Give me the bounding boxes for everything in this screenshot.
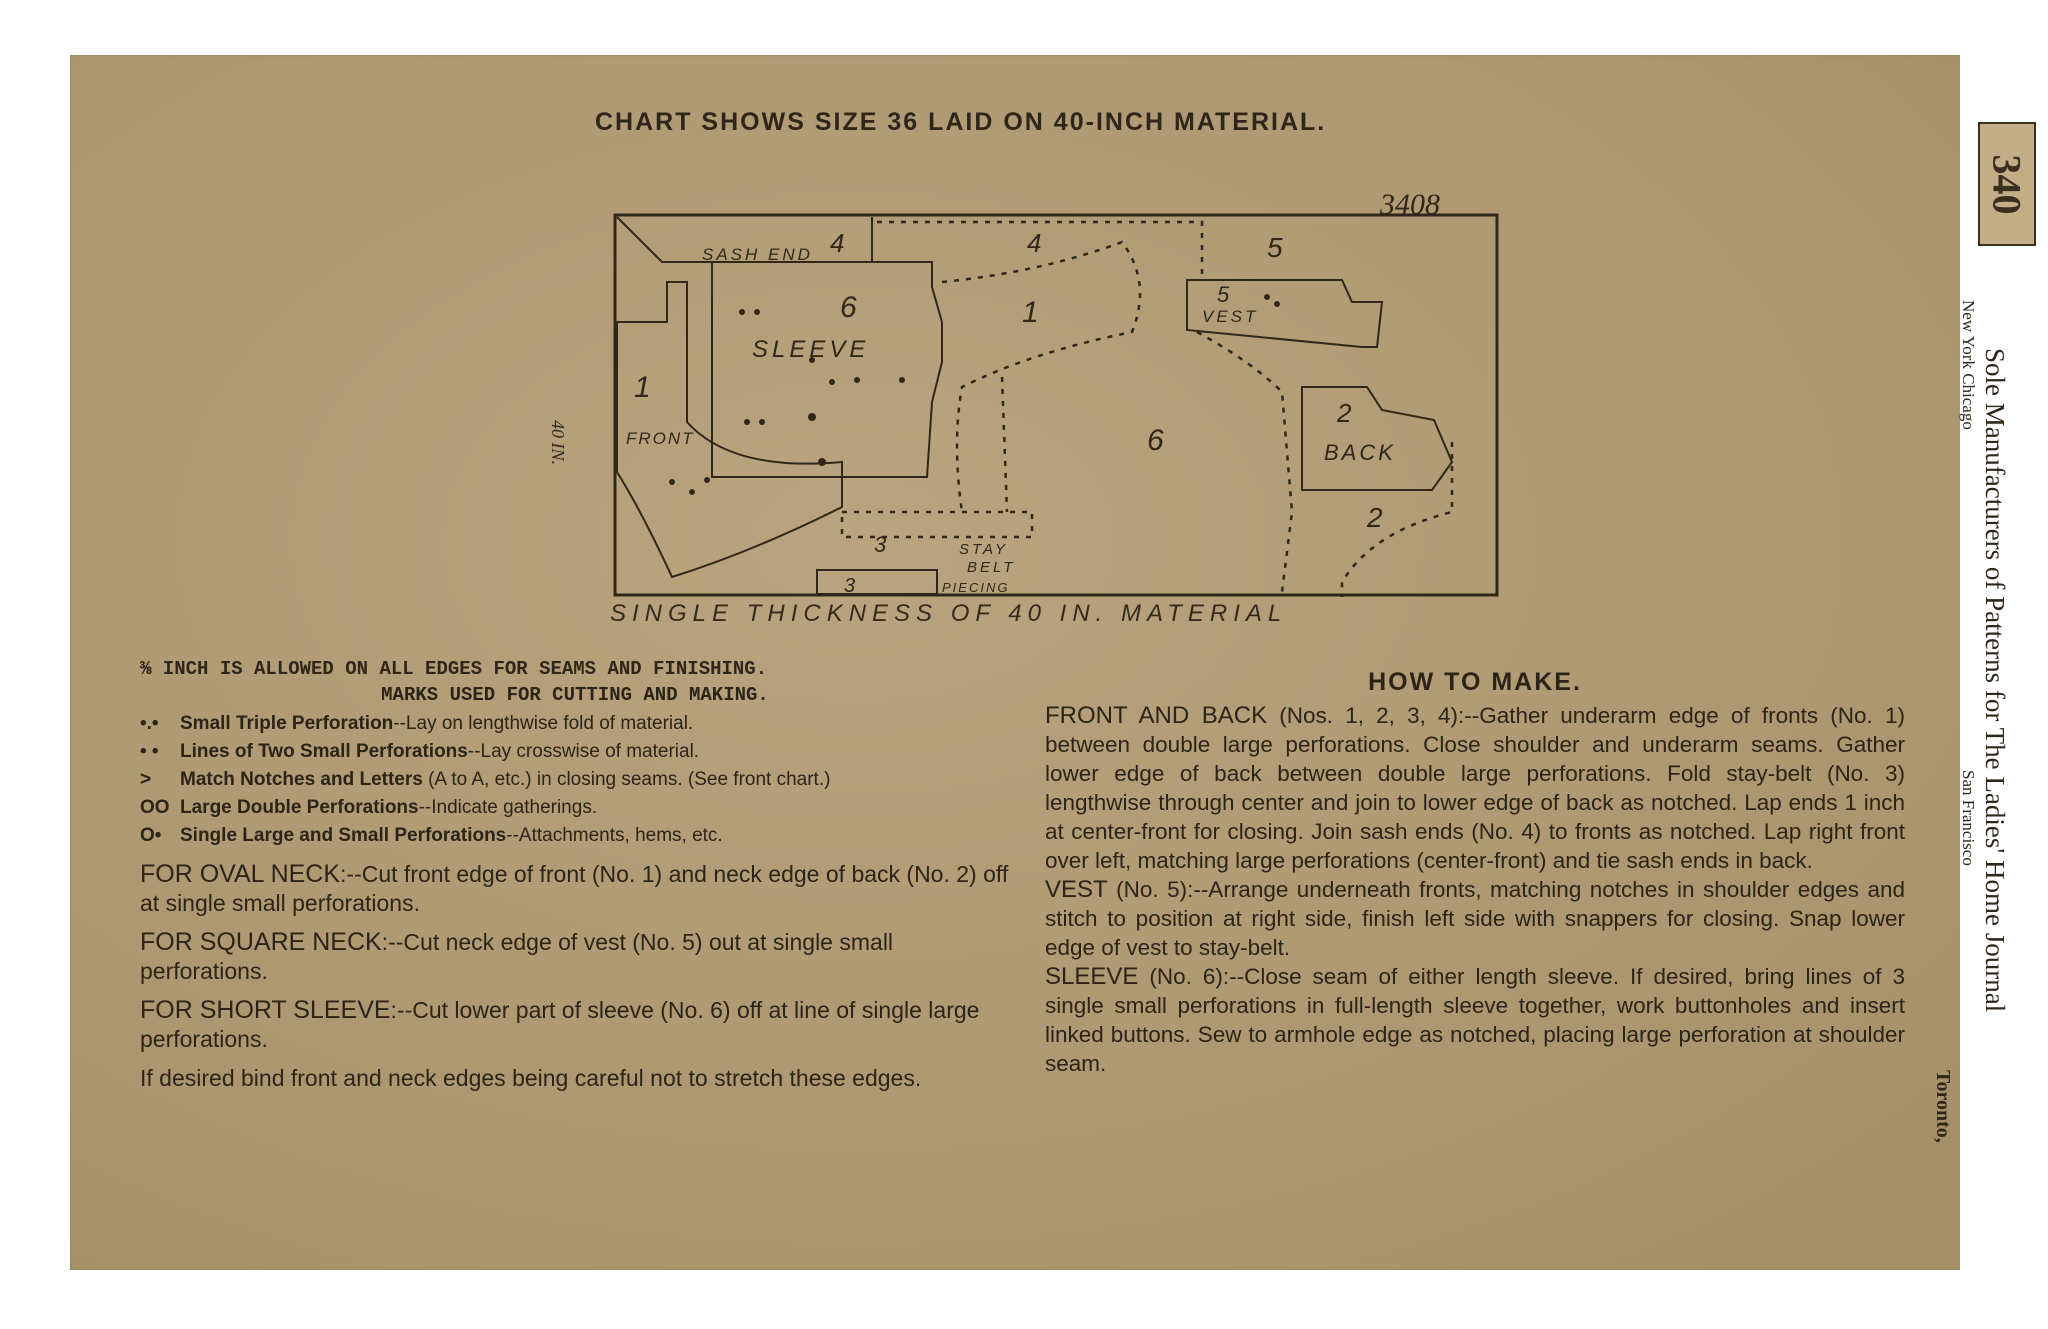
cities-top: New York Chicago: [1959, 300, 1978, 430]
stub-number: 340: [1984, 154, 2030, 214]
label-back-num: 2: [1337, 398, 1352, 428]
marks-title: MARKS USED FOR CUTTING AND MAKING.: [381, 684, 769, 706]
label-front: FRONT: [626, 429, 695, 448]
label-front-num: 1: [634, 371, 651, 404]
label-stay-num: 3: [874, 532, 887, 557]
front-back-text: (Nos. 1, 2, 3, 4):--Gather underarm edge of fronts (No. 1) between double large perforations. Close shoulder and underarm seams. Gather lower edge of back between double large perforations. Fold stay-belt (No. 3) lengthwise through center and join to lower edge of back as notched. Lap ends 1 inch at center-front for closing. Join sash ends (No. 4) to fronts as notched. Lap right front over left, matching large perforations (center-front) and tie sash ends in back.: [1045, 703, 1905, 873]
label-bottom-2: 2: [1367, 502, 1383, 533]
mark-row: [140, 822, 1010, 850]
front-back-lead: FRONT AND BACK: [1045, 702, 1268, 729]
mark-name: Match Notches and Letters: [180, 769, 423, 790]
cities-bottom: San Francisco: [1959, 770, 1978, 866]
manufacturer-line: Sole Manufacturers of Patterns for The Ladies' Home Journal: [1980, 348, 2010, 1013]
label-top-4: 4: [1027, 228, 1042, 258]
cutting-chart: [612, 212, 1500, 599]
mark-desc: --Attachments, hems, etc.: [506, 825, 723, 846]
mark-symbol: •.•: [140, 713, 159, 734]
label-back: BACK: [1324, 440, 1396, 465]
vest-text: (No. 5):--Arrange underneath fronts, matching notches in shoulder edges and stitch to position at right side, finish left side with snappers for closing. Snap lower edge of vest to stay-belt.: [1045, 877, 1905, 960]
oval-neck-instruction: [140, 860, 1010, 918]
label-sleeve: SLEEVE: [752, 336, 870, 363]
right-column: [1045, 668, 1905, 1078]
mark-desc: --Lay crosswise of material.: [467, 741, 700, 762]
short-sleeve-lead: FOR SHORT SLEEVE: [140, 996, 391, 1024]
label-center-6: 6: [1147, 424, 1164, 457]
label-sleeve-num: 6: [840, 291, 857, 324]
how-to-make-title: HOW TO MAKE.: [1368, 668, 1582, 696]
mark-symbol: OO: [140, 797, 170, 818]
square-neck-text: :--Cut neck edge of vest (No. 5) out at single small perforations.: [140, 929, 894, 984]
front-back-instruction: [1045, 701, 1905, 875]
label-stay: STAY: [959, 541, 1008, 558]
piece-sleeve: [712, 262, 942, 477]
mark-name: Large Double Perforations: [180, 797, 419, 818]
chart-title: CHART SHOWS SIZE 36 LAID ON 40-INCH MATERIAL.: [595, 108, 1327, 136]
short-sleeve-instruction: [140, 996, 1010, 1054]
square-neck-instruction: [140, 928, 1010, 986]
label-sash-end-num: 4: [830, 228, 845, 258]
mark-name: Small Triple Perforation: [180, 713, 394, 734]
label-piecing-num: 3: [844, 575, 856, 597]
pattern-stub: [1978, 122, 2036, 246]
chart-border: [615, 215, 1497, 595]
sleeve-instruction: [1045, 962, 1905, 1078]
perforation-marks: [669, 294, 1280, 495]
mark-row: [140, 710, 1010, 738]
mark-name: Lines of Two Small Perforations: [180, 741, 468, 762]
square-neck-lead: FOR SQUARE NECK: [140, 928, 382, 956]
mark-row: [140, 794, 1010, 822]
short-sleeve-text: :--Cut lower part of sleeve (No. 6) off at line of single large perforations.: [140, 997, 980, 1052]
label-sash-end: SASH END: [702, 245, 813, 264]
mark-name: Single Large and Small Perforations: [180, 825, 507, 846]
chart-caption: SINGLE THICKNESS OF 40 IN. MATERIAL: [610, 600, 1288, 627]
mark-desc: (A to A, etc.) in closing seams. (See front chart.): [428, 769, 831, 790]
sleeve-text: (No. 6):--Close seam of either length sleeve. If desired, bring lines of 3 single small perforations in full-length sleeve together, work buttonholes and insert linked buttons. Sew to armhole edge as notched, placing large perforation at shoulder seam.: [1045, 964, 1905, 1076]
label-vest: VEST: [1202, 307, 1259, 326]
mark-desc: --Indicate gatherings.: [418, 797, 598, 818]
mark-row: [140, 738, 1010, 766]
mark-symbol: >: [140, 769, 152, 790]
pattern-number: 3408: [1380, 188, 1440, 221]
mark-symbol: • •: [140, 741, 159, 762]
label-top-5: 5: [1267, 232, 1283, 263]
city-toronto: Toronto,: [1932, 1070, 1954, 1143]
left-column: [140, 656, 1010, 1093]
dotted-pattern-lines: [842, 222, 1452, 597]
mark-symbol: O•: [140, 825, 162, 846]
sleeve-lead: SLEEVE: [1045, 963, 1139, 990]
piece-back: [1302, 387, 1452, 490]
mark-row: [140, 766, 1010, 794]
label-vest-num: 5: [1217, 282, 1230, 307]
mark-desc: --Lay on lengthwise fold of material.: [393, 713, 694, 734]
seam-allowance-note: ⅜ INCH IS ALLOWED ON ALL EDGES FOR SEAMS AND FINISHING.: [140, 658, 768, 680]
cutting-chart-svg: [612, 212, 1500, 599]
bind-edges-instruction: If desired bind front and neck edges being careful not to stretch these edges.: [140, 1065, 922, 1091]
chart-side-label: 40 IN.: [548, 420, 568, 465]
piece-piecing: [817, 570, 937, 594]
label-center-1: 1: [1022, 296, 1039, 329]
label-belt: BELT: [967, 559, 1016, 576]
oval-neck-text: :--Cut front edge of front (No. 1) and neck edge of back (No. 2) off at single small perforations.: [140, 861, 1009, 916]
oval-neck-lead: FOR OVAL NECK: [140, 860, 341, 888]
vest-instruction: [1045, 875, 1905, 962]
label-piecing: PIECING: [942, 580, 1010, 595]
vest-lead: VEST: [1045, 876, 1108, 903]
